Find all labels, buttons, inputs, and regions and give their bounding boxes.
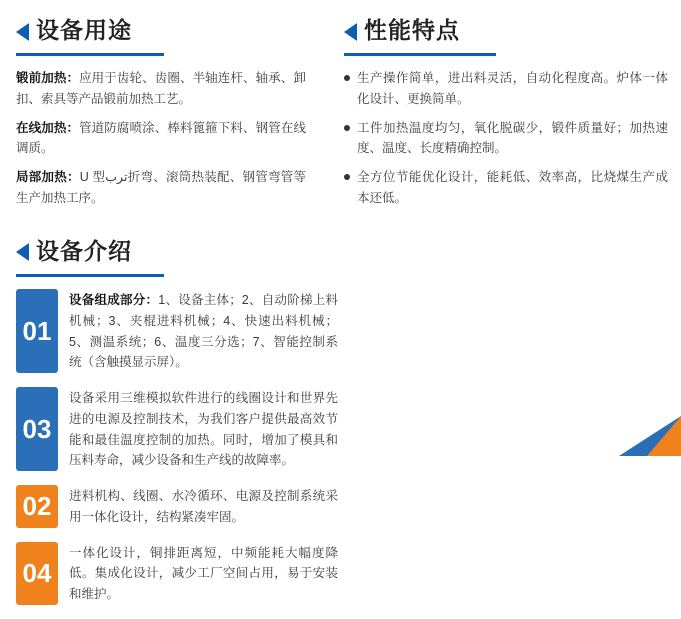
card-body <box>69 387 338 471</box>
usage-item <box>16 118 306 159</box>
intro-section <box>16 239 665 277</box>
usage-item-label: 局部加热： <box>16 170 80 185</box>
card-text: 设备采用三维模拟软件进行的线圈设计和世界先进的电源及控制技术，为我们客户提供最高效节能和最佳温度控制的加热。同时，增加了模具和压料寿命，减少设备和生产线的故障率。 <box>69 391 338 468</box>
usage-title: 设备用途 <box>36 17 132 43</box>
features-underline <box>344 53 496 56</box>
usage-item-text: 管道防腐喷涂、棒料篦箍下料、钢管在线调质。 <box>16 120 306 156</box>
usage-item-label: 锻前加热： <box>16 71 80 86</box>
intro-cards <box>16 289 665 619</box>
usage-item-text: 应用于齿轮、齿圈、半轴连杆、轴承、卸扣、索具等产品锻前加热工艺。 <box>16 71 306 106</box>
card-body <box>69 542 338 605</box>
card-text: 进料机构、线圈、水冷循环、电源及控制系统采用一体化设计，结构紧凑牢固。 <box>69 489 338 524</box>
usage-section <box>16 18 316 217</box>
list-item <box>16 289 338 373</box>
list-item: 全方位节能优化设计，能耗低、效率高，比烧煤生产成本还低。 <box>344 167 668 208</box>
list-item <box>16 387 338 471</box>
features-section <box>316 18 668 217</box>
card-text: 一体化设计，铜排距离短，中频能耗大幅度降低。集成化设计，减少工厂空间占用，易于安装和维护。 <box>69 545 338 602</box>
top-columns <box>16 17 668 217</box>
card-number: 01 <box>16 289 58 373</box>
card-number: 02 <box>16 485 58 528</box>
features-heading <box>344 18 668 43</box>
list-item <box>16 542 338 605</box>
intro-heading <box>16 239 665 264</box>
features-title: 性能特点 <box>364 17 460 43</box>
usage-item <box>16 68 306 109</box>
usage-heading <box>16 18 306 43</box>
card-text: 1、设备主体；2、自动阶梯上料机械；3、夹棍进料机械；4、快速出料机械；5、测温系统；6、温度三分选；7、智能控制系统（含触摸显示屏）。 <box>69 293 338 370</box>
triangle-blue-icon <box>16 243 29 261</box>
usage-item-text: U 型ترب折弯、滚筒热装配、钢管弯管等生产加热工序。 <box>16 170 306 205</box>
card-number: 03 <box>16 387 58 471</box>
intro-underline <box>16 274 164 277</box>
usage-item-label: 在线加热： <box>16 120 80 135</box>
list-item <box>16 485 338 528</box>
card-body <box>69 485 338 528</box>
card-label: 设备组成部分： <box>69 293 159 308</box>
corner-decoration-orange <box>647 416 681 456</box>
list-item: 工件加热温度均匀，氧化脱碳少，锻件质量好；加热速度、温度、长度精确控制。 <box>344 118 668 159</box>
triangle-blue-icon <box>344 23 357 41</box>
list-item: 生产操作简单，进出料灵活，自动化程度高。炉体一体化设计、更换简单。 <box>344 68 668 109</box>
features-list <box>344 68 668 208</box>
intro-title: 设备介绍 <box>36 237 132 264</box>
triangle-blue-icon <box>16 23 29 41</box>
card-body <box>69 289 338 373</box>
usage-underline <box>16 53 164 56</box>
card-number: 04 <box>16 542 58 605</box>
usage-item <box>16 167 306 208</box>
